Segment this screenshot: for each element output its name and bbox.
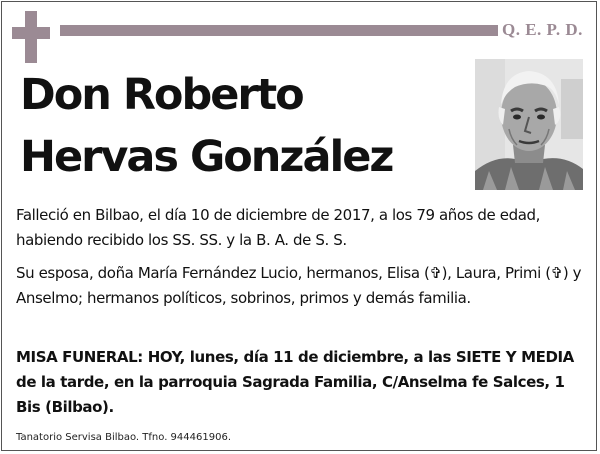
death-details-paragraph: Falleció en Bilbao, el día 10 de diciembre de 2017, a los 79 años de edad, habiendo recibido los SS. SS. y la B. A. de S. S. — [16, 206, 540, 249]
funeral-home-contact: Tanatorio Servisa Bilbao. Tfno. 944461906. — [16, 432, 231, 443]
family-paragraph: Su esposa, doña María Fernández Lucio, hermanos, Elisa (✞), Laura, Primi (✞) y Anselmo; hermanos políticos, sobrinos, primos y demás familia. — [16, 264, 582, 307]
funeral-mass-paragraph: MISA FUNERAL: HOY, lunes, día 11 de diciembre, a las SIETE Y MEDIA de la tarde, en la parroquia Sagrada Familia, C/Anselma fe Salces, 1 Bis (Bilbao). — [16, 348, 574, 416]
header-rule — [60, 25, 498, 36]
deceased-name-line2: Hervas González — [20, 132, 393, 182]
deceased-name-line1: Don Roberto — [20, 70, 303, 120]
rip-label: Q. E. P. D. — [502, 20, 583, 39]
portrait-photo — [475, 59, 583, 190]
cross-icon — [12, 11, 50, 63]
obituary-notice — [1, 1, 597, 451]
